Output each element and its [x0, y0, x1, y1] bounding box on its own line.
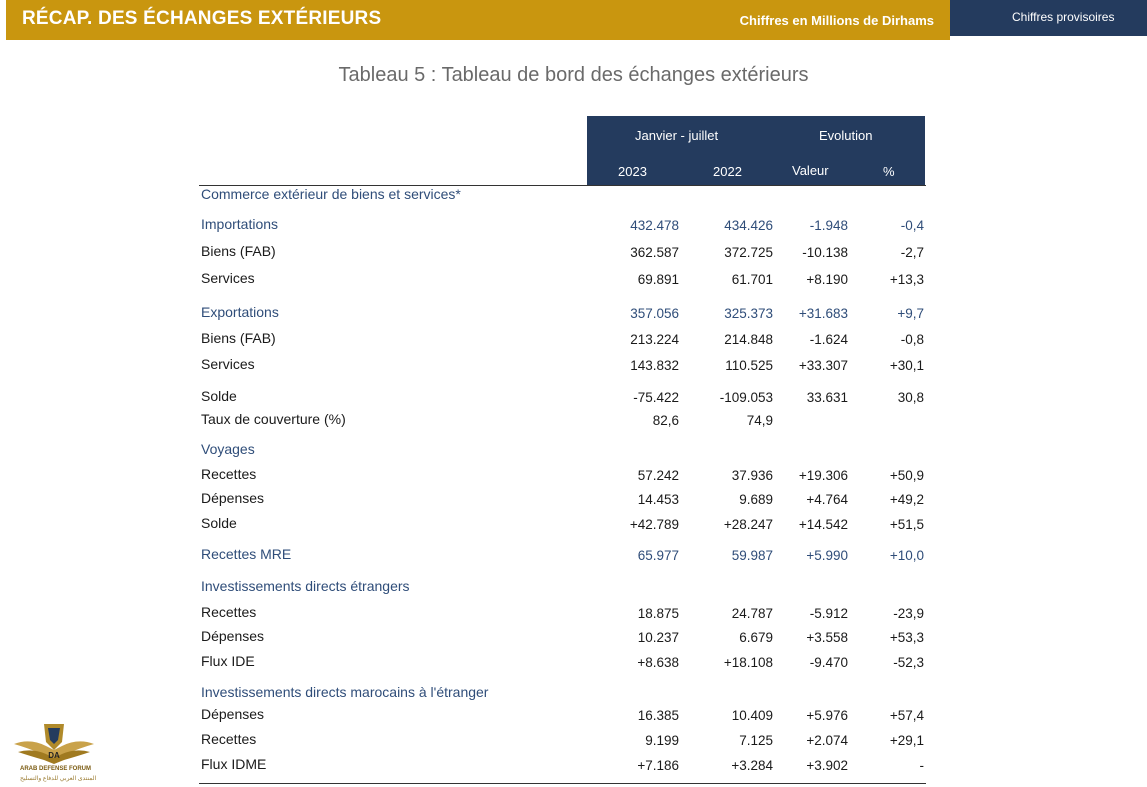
cell-percent: -0,4 [900, 218, 924, 233]
table-row [0, 684, 1147, 704]
cell-percent: +13,3 [889, 272, 924, 287]
row-label: Recettes MRE [201, 546, 292, 562]
logo-arabic: المنتدى العربي للدفاع والتسليح [20, 776, 97, 782]
cell-2022: 24.787 [731, 606, 773, 621]
cell-valeur: +33.307 [798, 358, 848, 373]
cell-valeur: 33.631 [806, 390, 848, 405]
cell-valeur: +4.764 [806, 492, 848, 507]
table-row [0, 756, 1147, 776]
cell-2022: 110.525 [725, 358, 773, 373]
row-label: Services [201, 356, 255, 372]
row-label: Flux IDE [201, 653, 255, 669]
cell-2022: -109.053 [719, 390, 773, 405]
table-row [0, 270, 1147, 290]
cell-valeur: +5.976 [806, 708, 848, 723]
cell-valeur: -1.624 [809, 332, 848, 347]
cell-2023: 57.242 [637, 468, 679, 483]
header-valeur: Valeur [792, 163, 829, 178]
cell-2023: 18.875 [637, 606, 679, 621]
cell-percent: +57,4 [889, 708, 924, 723]
cell-percent: +50,9 [889, 468, 924, 483]
table-row [0, 490, 1147, 510]
cell-percent: -2,7 [900, 245, 924, 260]
header-2022: 2022 [713, 164, 742, 179]
table-bottom-rule [199, 783, 926, 784]
row-label: Services [201, 270, 255, 286]
cell-2023: +8.638 [637, 655, 679, 670]
table-row [0, 411, 1147, 431]
row-label: Importations [201, 216, 279, 232]
cell-2022: 9.689 [739, 492, 773, 507]
header-2023: 2023 [618, 164, 647, 179]
table-row [0, 653, 1147, 673]
table-row [0, 515, 1147, 535]
table-header [587, 116, 925, 185]
cell-2023: 10.237 [637, 630, 679, 645]
cell-valeur: +5.990 [806, 548, 848, 563]
header-percent: % [883, 164, 895, 179]
cell-2023: 69.891 [637, 272, 679, 287]
header-period: Janvier - juillet [635, 128, 719, 143]
cell-2023: +42.789 [629, 517, 679, 532]
cell-percent: - [919, 758, 924, 773]
row-label: Dépenses [201, 628, 265, 644]
table-row [0, 546, 1147, 566]
page-title: RÉCAP. DES ÉCHANGES EXTÉRIEURS [22, 8, 382, 29]
cell-2022: 6.679 [739, 630, 773, 645]
cell-2022: +3.284 [731, 758, 773, 773]
row-label: Solde [201, 388, 237, 404]
table-row [0, 466, 1147, 486]
row-label: Investissements directs marocains à l'étranger [201, 684, 489, 700]
cell-percent: +9,7 [897, 306, 924, 321]
cell-2022: 37.936 [731, 468, 773, 483]
row-label: Biens (FAB) [201, 243, 276, 259]
row-label: Investissements directs étrangers [201, 578, 410, 594]
cell-2023: 213.224 [630, 332, 679, 347]
table-row [0, 304, 1147, 324]
cell-2023: 82,6 [652, 413, 679, 428]
provisional-label: Chiffres provisoires [1012, 10, 1115, 24]
row-label: Dépenses [201, 706, 265, 722]
header-evolution: Evolution [819, 128, 873, 143]
cell-percent: -0,8 [900, 332, 924, 347]
table-row [0, 441, 1147, 461]
cell-percent: +51,5 [889, 517, 924, 532]
cell-2022: +28.247 [723, 517, 773, 532]
row-label: Biens (FAB) [201, 330, 276, 346]
table-row [0, 731, 1147, 751]
cell-2022: 7.125 [739, 733, 773, 748]
cell-percent: -23,9 [893, 606, 924, 621]
cell-percent: +29,1 [889, 733, 924, 748]
table-row [0, 330, 1147, 350]
cell-2022: 325.373 [724, 306, 773, 321]
row-label: Taux de couverture (%) [201, 411, 346, 427]
cell-percent: +10,0 [889, 548, 924, 563]
cell-valeur: +3.902 [806, 758, 848, 773]
cell-valeur: +3.558 [806, 630, 848, 645]
cell-percent: +49,2 [889, 492, 924, 507]
cell-percent: 30,8 [897, 390, 924, 405]
table-row [0, 243, 1147, 263]
cell-2023: 16.385 [637, 708, 679, 723]
cell-2023: 432.478 [630, 218, 679, 233]
cell-2022: 59.987 [731, 548, 773, 563]
row-label: Flux IDME [201, 756, 267, 772]
cell-percent: +30,1 [889, 358, 924, 373]
unit-note: Chiffres en Millions de Dirhams [739, 13, 934, 28]
row-label: Recettes [201, 466, 257, 482]
provisional-badge [950, 0, 1147, 36]
cell-2023: 65.977 [637, 548, 679, 563]
cell-percent: -52,3 [893, 655, 924, 670]
cell-valeur: +31.683 [798, 306, 848, 321]
table-row [0, 604, 1147, 624]
cell-valeur: +19.306 [798, 468, 848, 483]
cell-2022: +18.108 [723, 655, 773, 670]
table-row [0, 706, 1147, 726]
title-bar [6, 0, 950, 40]
cell-2023: 357.056 [630, 306, 679, 321]
cell-2023: -75.422 [633, 390, 679, 405]
cell-valeur: +8.190 [806, 272, 848, 287]
cell-valeur: +2.074 [806, 733, 848, 748]
table-row [0, 628, 1147, 648]
cell-2022: 74,9 [746, 413, 773, 428]
svg-text:DA: DA [48, 751, 60, 760]
table-row [0, 216, 1147, 236]
row-label: Dépenses [201, 490, 265, 506]
cell-valeur: -1.948 [809, 218, 848, 233]
table-row [0, 356, 1147, 376]
row-label: Solde [201, 515, 237, 531]
cell-2023: 143.832 [630, 358, 679, 373]
cell-2022: 372.725 [724, 245, 773, 260]
cell-valeur: -5.912 [809, 606, 848, 621]
cell-2022: 434.426 [724, 218, 773, 233]
cell-percent: +53,3 [889, 630, 924, 645]
row-label: Voyages [201, 441, 255, 457]
cell-2023: 362.587 [630, 245, 679, 260]
table-row [0, 388, 1147, 408]
row-label: Recettes [201, 604, 257, 620]
cell-valeur: -9.470 [809, 655, 848, 670]
table-row [0, 186, 1147, 206]
cell-2023: 14.453 [637, 492, 679, 507]
row-label: Exportations [201, 304, 279, 320]
table-row [0, 578, 1147, 598]
cell-2022: 214.848 [724, 332, 773, 347]
cell-2022: 10.409 [731, 708, 773, 723]
cell-valeur: -10.138 [802, 245, 848, 260]
cell-valeur: +14.542 [798, 517, 848, 532]
cell-2023: +7.186 [637, 758, 679, 773]
table-caption: Tableau 5 : Tableau de bord des échanges extérieurs [338, 64, 809, 86]
logo-caption: ARAB DEFENSE FORUM [20, 766, 92, 772]
cell-2022: 61.701 [731, 272, 773, 287]
row-label: Commerce extérieur de biens et services* [201, 186, 461, 202]
row-label: Recettes [201, 731, 257, 747]
cell-2023: 9.199 [645, 733, 679, 748]
